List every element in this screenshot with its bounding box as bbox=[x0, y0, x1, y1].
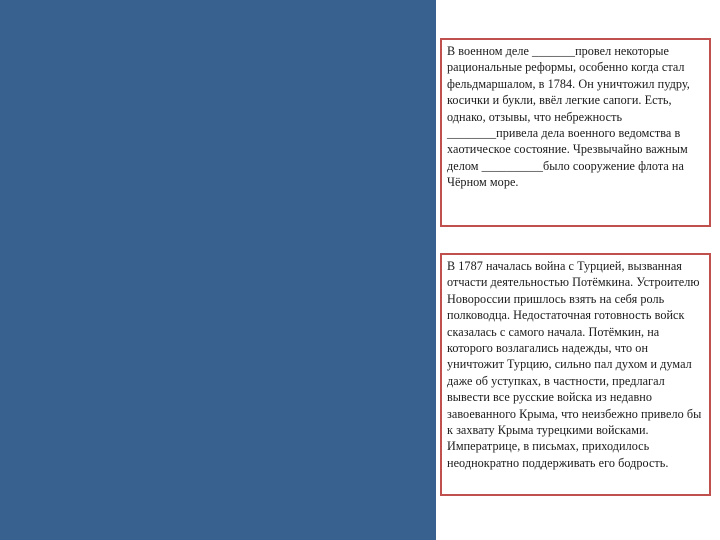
paragraph-war: В 1787 началась война с Турцией, вызванная отчасти деятельностью Потёмкина. Устроителю Новороссии пришлось взять на себя роль полководца. Недостаточная готовность войск сказалась с самого начала. Потёмкин, на которого возлагались надежды, что он уничтожит Турцию, сильно пал духом и думал даже об уступках, в частности, предлагал вывести все русские войска из недавно завоеванного Крыма, что неизбежно привело бы к захвату Крыма турецкими войсками. Императрице, в письмах, приходилось неоднократно поддерживать его бодрость. bbox=[447, 259, 702, 470]
text-box-reforms bbox=[440, 38, 711, 227]
text-box-war bbox=[440, 253, 711, 496]
paragraph-reforms: В военном деле _______провел некоторые рациональные реформы, особенно когда стал фельдмаршалом, в 1784. Он уничтожил пудру, косички и букли, ввёл легкие сапоги. Есть, однако, отзывы, что небрежность ________привела дела военного ведомства в хаотическое состояние. Чрезвычайно важным делом __________было сооружение флота на Чёрном море. bbox=[447, 44, 690, 190]
